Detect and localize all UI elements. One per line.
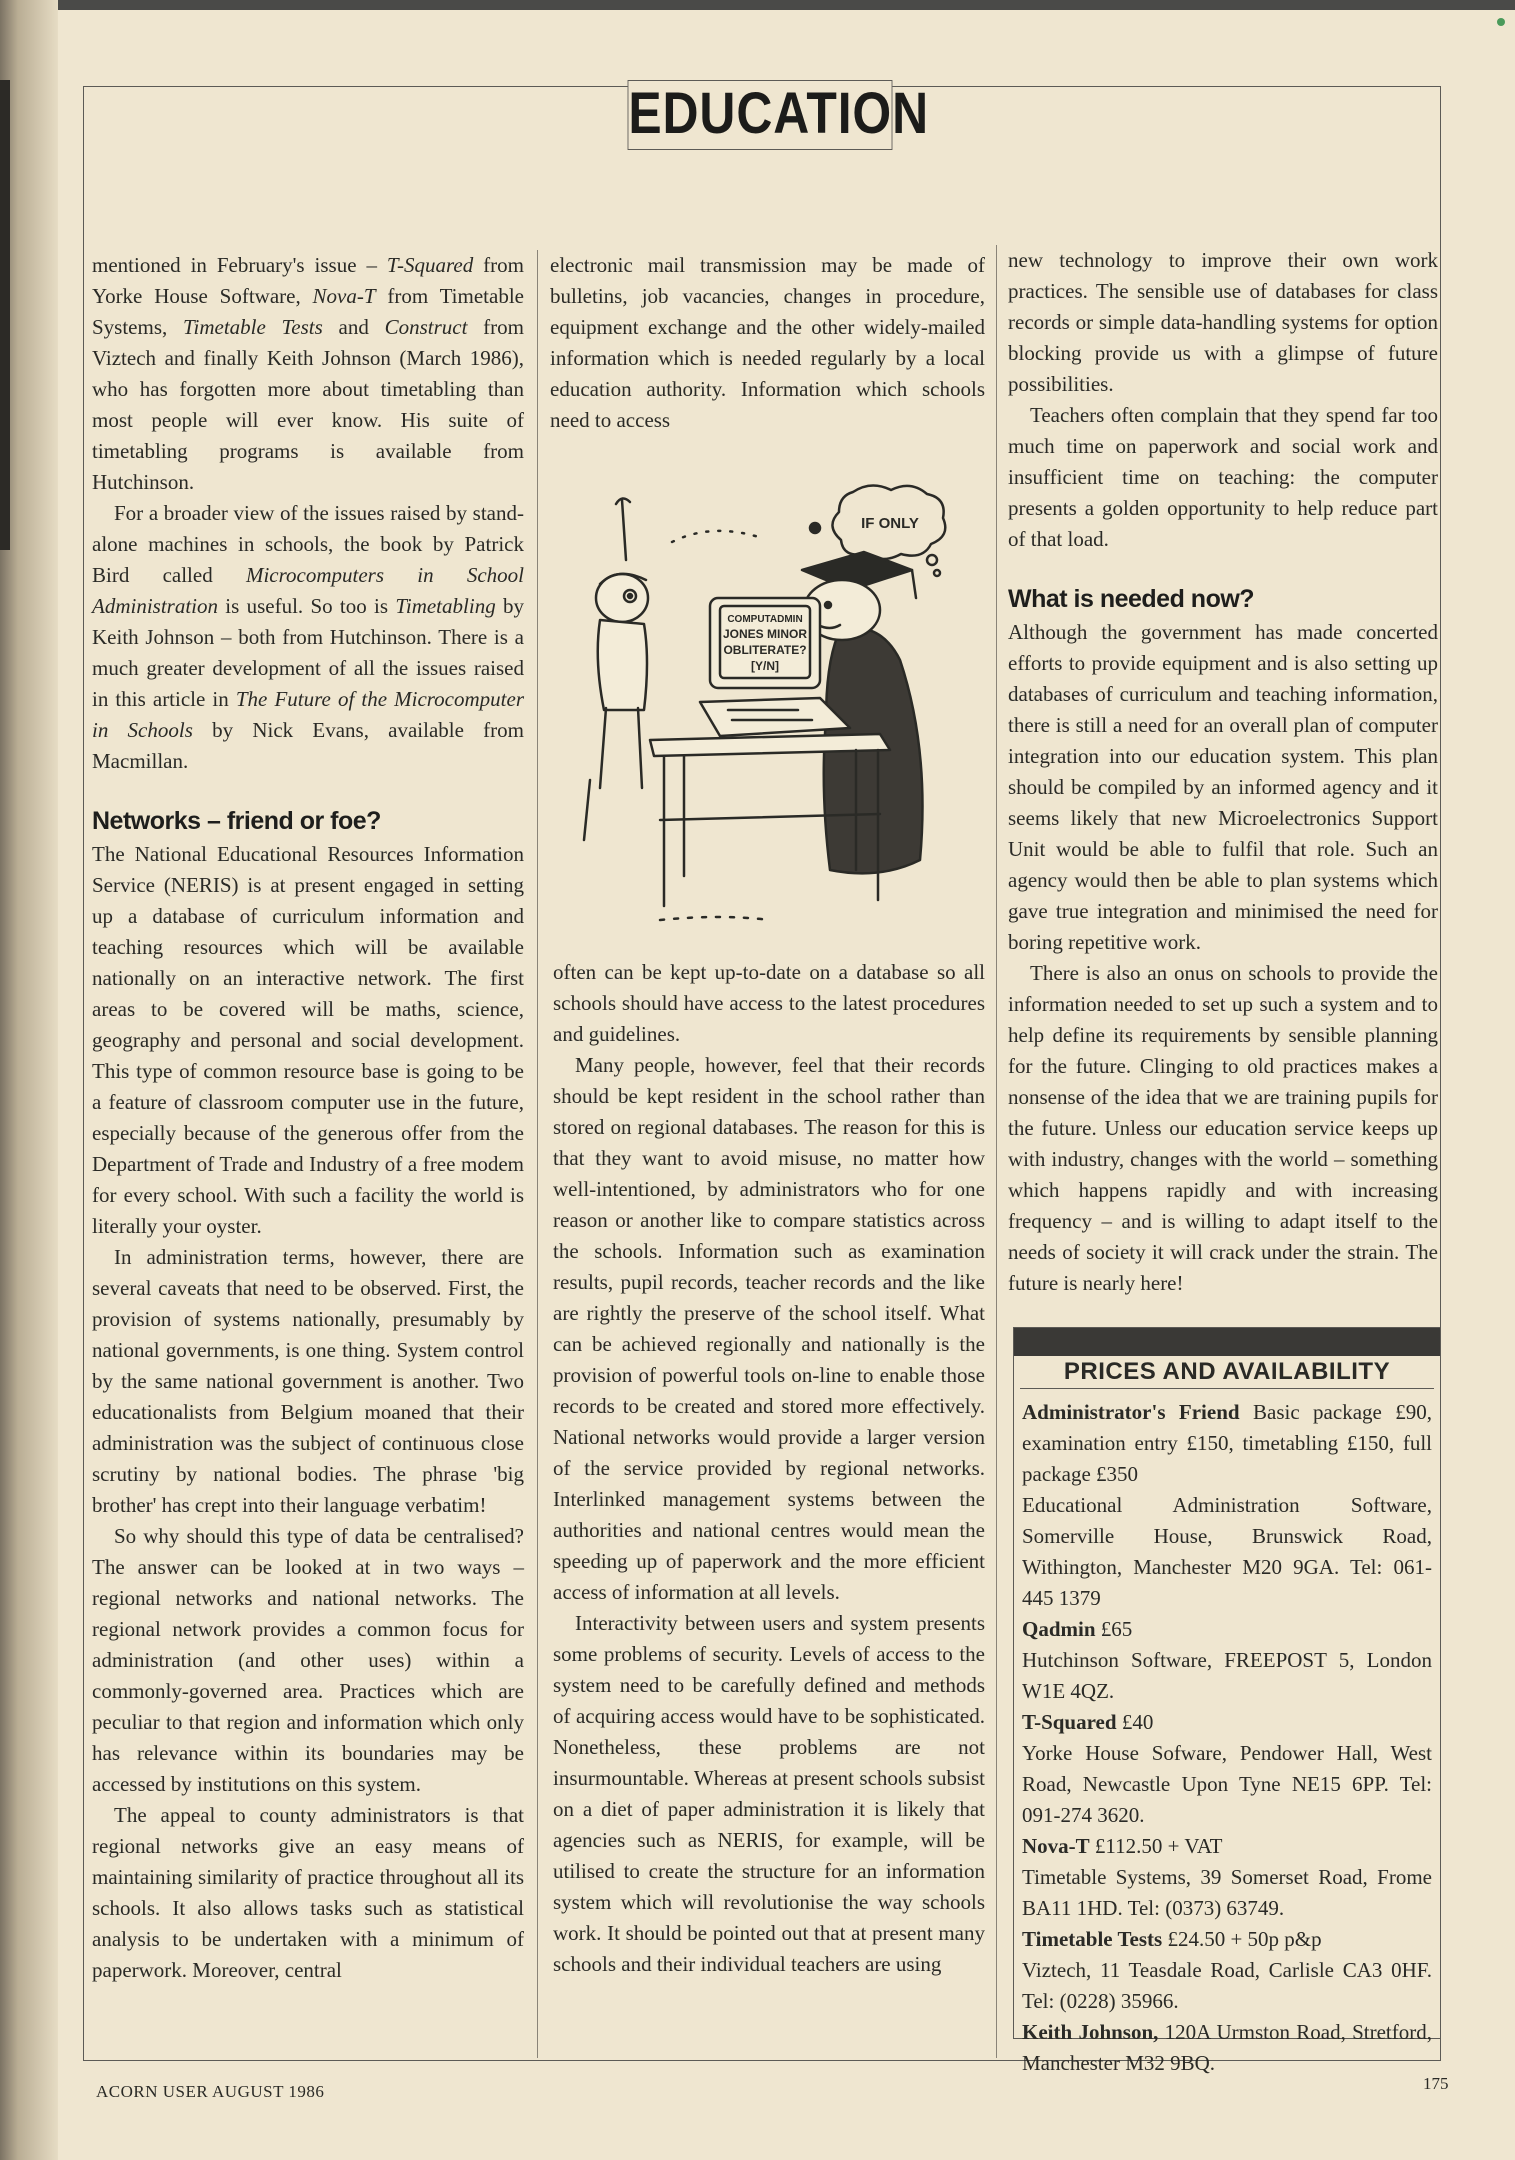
col3-paragraph-4: There is also an onus on schools to provide the information needed to set up such a system and to help define its requirements by sensible planning for the future. Clinging to old practices makes a nonsense of the idea that we are training pupils for the future. Unless our education service keeps up with industry, changes with the world – something which happens rapidly and with increasing frequency – and is willing to adapt itself to the needs of society it will crack under the strain. The future is nearly here! xyxy=(1008,961,1438,1295)
product-name: Timetable Tests xyxy=(1022,1927,1163,1951)
prices-box xyxy=(1013,1327,1441,2075)
col1-paragraph-3: The National Educational Resources Information Service (NERIS) is at present engaged in setting up a database of curriculum information and teaching resources which will be available nationally on an interactive network. The first areas to be covered will be maths, science, geography and personal and social development. This type of common resource base is going to be a feature of classroom computer use in the future, especially because of the generous offer from the Department of Trade and Industry of a free modem for every school. With such a facility the world is literally your oyster. xyxy=(92,842,524,1238)
col1-paragraph-4: In administration terms, however, there are several caveats that need to be observed. First, the provision of systems nationally, presumably by national governments, is one thing. System control by the same national government is another. Two educationalists from Belgium moaned that their administration was the subject of continuous close scrutiny by national bodies. The phrase 'big brother' has crept into their language verbatim! xyxy=(92,1245,524,1517)
price-item xyxy=(1022,1614,1432,1707)
needed-now-heading: What is needed now? xyxy=(1008,585,1255,613)
product-name: Nova-T xyxy=(1022,1834,1090,1858)
col3-paragraph-3: Although the government has made concerted efforts to provide equipment and is also setting up databases of curriculum and teaching information, there is still a need for an overall plan of computer integration into our education system. This plan should be compiled by an informed agency and it seems likely that new Microelectronics Support Unit would be able to fulfil that role. Such an agency would then be able to plan systems which gave true integration and minimised the need for boring repetitive work. xyxy=(1008,620,1438,954)
product-supplier: Yorke House Sofware, Pendower Hall, West Road, Newcastle Upon Tyne NE15 6PP. Tel: 091-274 3620. xyxy=(1022,1741,1432,1827)
product-supplier: Hutchinson Software, FREEPOST 5, London W1E 4QZ. xyxy=(1022,1648,1432,1703)
page-number: 175 xyxy=(1423,2074,1449,2093)
product-name: Administrator's Friend xyxy=(1022,1400,1240,1424)
networks-heading: Networks – friend or foe? xyxy=(92,807,381,835)
product-price: Basic package £90, examination entry £150, timetabling £150, full package £350 xyxy=(1022,1400,1432,1486)
corner-dot xyxy=(1497,18,1505,26)
column-3 xyxy=(1008,245,1438,1299)
col1-paragraph-5: So why should this type of data be centralised? The answer can be looked at in two ways – regional networks and national networks. The regional network provides a common focus for administration (and other uses) within a commonly-governed area. Practices which are peculiar to that region and information which only has relevance within its boundaries may be accessed by institutions on this system. xyxy=(92,1524,524,1796)
price-item xyxy=(1022,1924,1432,2017)
product-price: £40 xyxy=(1116,1710,1154,1734)
magazine-footer: ACORN USER AUGUST 1986 xyxy=(96,2082,325,2101)
prices-title: PRICES AND AVAILABILITY xyxy=(1020,1356,1434,1389)
price-item xyxy=(1022,1831,1432,1924)
col2-paragraph-2: often can be kept up-to-date on a database so all schools should have access to the latest procedures and guidelines. xyxy=(553,960,985,1046)
product-supplier: Timetable Systems, 39 Somerset Road, Frome BA11 1HD. Tel: (0373) 63749. xyxy=(1022,1865,1432,1920)
cartoon-illustration xyxy=(560,480,980,930)
col3-paragraph-1: new technology to improve their own work practices. The sensible use of databases for class records or simple data-handling systems for option blocking provide us with a glimpse of future possibilities. xyxy=(1008,248,1438,396)
screen-line-2: JONES MINOR xyxy=(722,627,808,641)
col2-paragraph-4: Interactivity between users and system presents some problems of security. Levels of access to the system need to be carefully defined and methods of acquiring access would have to be sophisticated. Nonetheless, these problems are not insurmountable. Whereas at present schools subsist on a diet of paper administration it is likely that agencies such as NERIS, for example, will be utilised to create the structure for an information system which will revolutionise the way schools work. It should be pointed out that at present many schools and their individual teachers are using xyxy=(553,1611,985,1976)
top-edge xyxy=(0,0,1515,10)
screen-line-1: COMPUTADMIN xyxy=(727,614,803,625)
screen-line-3: OBLITERATE? xyxy=(723,643,807,657)
column-2-top xyxy=(550,250,985,436)
price-item xyxy=(1022,1707,1432,1831)
product-name: Qadmin xyxy=(1022,1617,1096,1641)
product-supplier: Viztech, 11 Teasdale Road, Carlisle CA3 0HF. Tel: (0228) 35966. xyxy=(1022,1958,1432,2013)
bubble-text: IF ONLY xyxy=(861,515,919,532)
col1-paragraph-6: The appeal to county administrators is that regional networks give an easy means of maintaining similarity of practice throughout all its schools. It also allows tasks such as statistical analysis to be undertaken with a minimum of paperwork. Moreover, central xyxy=(92,1803,524,1982)
product-name: T-Squared xyxy=(1022,1710,1117,1734)
price-item xyxy=(1022,1397,1432,1614)
column-divider-left xyxy=(537,250,538,2058)
product-price: £65 xyxy=(1095,1617,1133,1641)
product-price: £24.50 + 50p p&p xyxy=(1162,1927,1322,1951)
col2-paragraph-3: Many people, however, feel that their records should be kept resident in the school rather than stored on regional databases. The reason for this is that they want to avoid misuse, no matter how well-intentioned, by administrators who for one reason or another like to compare statistics across the schools. Information such as examination results, pupil records, teacher records and the like are rightly the preserve of the school itself. What can be achieved regionally and nationally is the provision of powerful tools on-line to enable those records to be created and stored more effectively. National networks would provide a larger version of the service provided by regional networks. Interlinked management systems between the authorities and national centres would mean the speeding up of paperwork and the more efficient access of information at all levels. xyxy=(553,1053,985,1604)
product-price: 120A Urmston Road, Stretford, Manchester M32 9BQ. xyxy=(1022,2020,1433,2075)
prices-box-bar xyxy=(1014,1328,1440,1356)
product-supplier: Educational Administration Software, Somerville House, Brunswick Road, Withington, Manchester M20 9GA. Tel: 061-445 1379 xyxy=(1022,1493,1432,1610)
column-divider-right xyxy=(996,245,997,2058)
screen-line-4: [Y/N] xyxy=(751,659,779,673)
product-name: Keith Johnson, xyxy=(1022,2020,1159,2044)
section-title: EDUCATION xyxy=(628,80,893,150)
spine-mark xyxy=(0,80,10,550)
col1-paragraph-2: For a broader view of the issues raised by stand-alone machines in schools, the book by Patrick Bird called Microcomputers in School Administration is useful. So too is Timetabling by Keith Johnson – both from Hutchinson. There is a much greater development of all the issues raised in this article in The Future of the Microcomputer in Schools by Nick Evans, available from Macmillan. xyxy=(92,501,524,773)
col1-paragraph-1: mentioned in February's issue – T-Squared from Yorke House Software, Nova-T from Timetable Systems, Timetable Tests and Construct from Viztech and finally Keith Johnson (March 1986), who has forgotten more about timetabling than most people will ever know. His suite of timetabling programs is available from Hutchinson. xyxy=(92,253,524,494)
column-1 xyxy=(92,250,524,1986)
col3-paragraph-2: Teachers often complain that they spend far too much time on paperwork and social work and insufficient time on teaching: the computer presents a golden opportunity to help reduce part of that load. xyxy=(1008,403,1438,551)
col2-paragraph-1: electronic mail transmission may be made of bulletins, job vacancies, changes in procedure, equipment exchange and the other widely-mailed information which is needed regularly by a local education authority. Information which schools need to access xyxy=(550,253,985,432)
product-price: £112.50 + VAT xyxy=(1089,1834,1223,1858)
column-2-bottom xyxy=(553,957,985,1980)
price-item xyxy=(1022,2017,1432,2079)
prices-list xyxy=(1014,1389,1440,2079)
